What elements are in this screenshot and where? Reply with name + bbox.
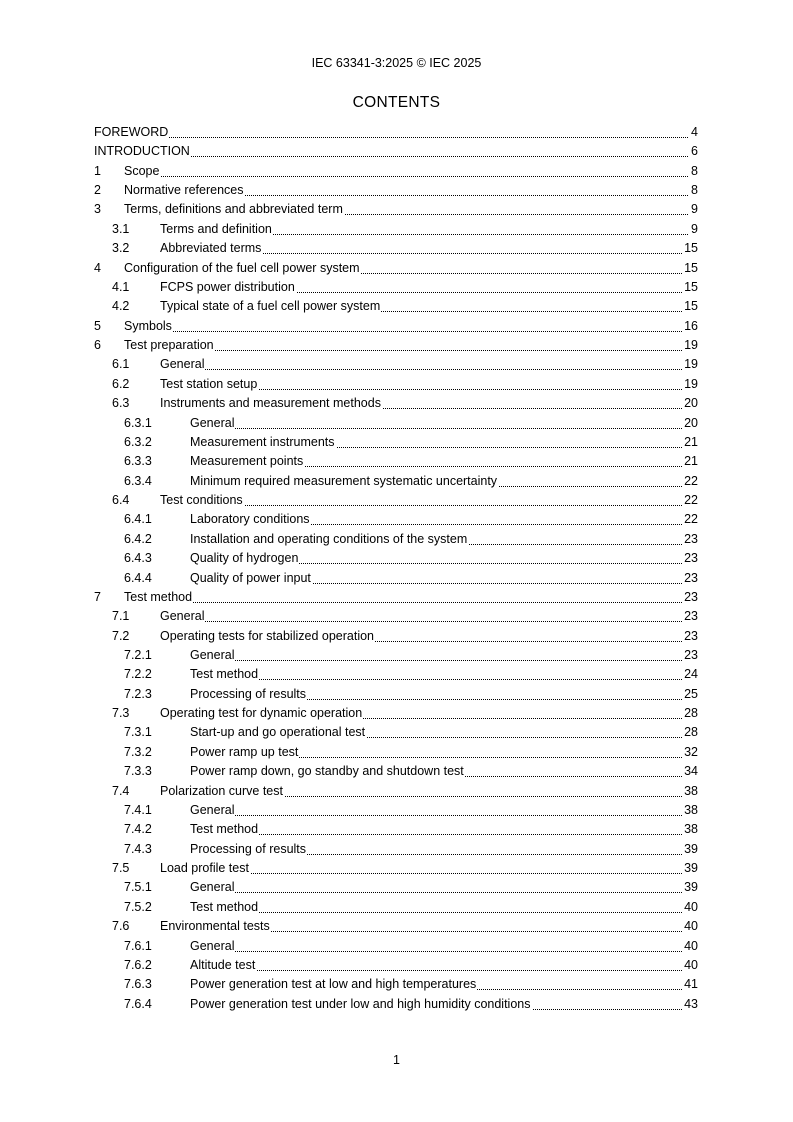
dot-leader — [190, 815, 698, 816]
toc-entry-title: Laboratory conditions — [190, 512, 310, 527]
toc-entry-number: 6 — [94, 338, 101, 353]
toc-entry[interactable] — [94, 532, 698, 548]
toc-entry-page: 9 — [691, 221, 698, 236]
toc-entry-page: 28 — [684, 706, 698, 721]
toc-entry-number: 3.1 — [112, 221, 130, 236]
toc-entry-number: 2 — [94, 183, 101, 198]
toc-entry[interactable] — [94, 571, 698, 587]
toc-entry-title: General — [190, 802, 235, 817]
toc-entry[interactable] — [94, 261, 698, 277]
toc-entry-number: 4 — [94, 260, 101, 275]
toc-entry-title: Power ramp up test — [190, 744, 299, 759]
toc-entry-number: 7 — [94, 589, 101, 604]
toc-entry-title: Quality of power input — [190, 570, 311, 585]
document-header: IEC 63341-3:2025 © IEC 2025 — [311, 56, 482, 70]
toc-entry[interactable] — [94, 435, 698, 451]
dot-leader — [190, 951, 698, 952]
toc-entry[interactable] — [94, 222, 698, 238]
toc-entry[interactable] — [94, 299, 698, 315]
toc-entry-number: 6.4.3 — [124, 551, 152, 566]
dot-leader — [94, 137, 698, 138]
toc-entry-number: 7.2.2 — [124, 667, 152, 682]
toc-entry-title: Processing of results — [190, 841, 307, 856]
toc-entry-number: 6.4.2 — [124, 531, 152, 546]
toc-entry[interactable] — [94, 939, 698, 955]
toc-entry-title: Measurement points — [190, 454, 304, 469]
toc-entry-number: 7.6.3 — [124, 977, 152, 992]
toc-entry-title: Test preparation — [124, 338, 214, 353]
toc-entry[interactable] — [94, 357, 698, 373]
toc-entry-page: 23 — [684, 589, 698, 604]
toc-entry-title: Installation and operating conditions of the system — [190, 531, 468, 546]
page-title: CONTENTS — [352, 94, 441, 111]
toc-entry-page: 19 — [684, 338, 698, 353]
toc-entry-title: Power generation test at low and high temperatures — [190, 977, 477, 992]
dot-leader — [190, 834, 698, 835]
toc-entry-title: Operating tests for stabilized operation — [160, 628, 375, 643]
toc-entry-number: 4.2 — [112, 299, 130, 314]
toc-entry-number: 7.6.1 — [124, 938, 152, 953]
toc-entry-page: 20 — [684, 415, 698, 430]
toc-entry-number: 7.6.2 — [124, 957, 152, 972]
toc-entry-title: General — [160, 357, 205, 372]
toc-entry-number: 7.4 — [112, 783, 130, 798]
toc-entry-page: 8 — [691, 163, 698, 178]
toc-entry-page: 40 — [684, 899, 698, 914]
toc-entry-title: Scope — [124, 163, 160, 178]
toc-entry-title: Altitude test — [190, 957, 256, 972]
toc-entry-number: 7.4.3 — [124, 841, 152, 856]
toc-entry[interactable] — [94, 377, 698, 393]
toc-entry[interactable] — [94, 202, 698, 218]
toc-entry-number: 7.4.1 — [124, 802, 152, 817]
toc-entry-page: 9 — [691, 202, 698, 217]
toc-entry-title: General — [190, 415, 235, 430]
toc-entry[interactable] — [94, 183, 698, 199]
toc-entry[interactable] — [94, 512, 698, 528]
toc-entry-page: 39 — [684, 841, 698, 856]
toc-entry-page: 8 — [691, 183, 698, 198]
toc-entry-title: Terms, definitions and abbreviated term — [124, 202, 343, 217]
dot-leader — [160, 369, 698, 370]
toc-entry-number: 7.2.1 — [124, 647, 152, 662]
dot-leader — [124, 331, 698, 332]
toc-entry-title: Power generation test under low and high humidity conditions — [190, 996, 531, 1011]
toc-entry-title: Power ramp down, go standby and shutdown test — [190, 764, 464, 779]
toc-entry-title: Normative references — [124, 183, 244, 198]
toc-entry[interactable] — [94, 842, 698, 858]
toc-entry-number: 7.3.3 — [124, 764, 152, 779]
toc-entry-page: 24 — [684, 667, 698, 682]
toc-entry-title: Test station setup — [160, 376, 258, 391]
dot-leader — [160, 621, 698, 622]
toc-entry-page: 40 — [684, 919, 698, 934]
toc-entry[interactable] — [94, 609, 698, 625]
toc-entry[interactable] — [94, 454, 698, 470]
toc-entry-title: FOREWORD — [94, 125, 169, 139]
dot-leader — [190, 970, 698, 971]
toc-entry-title: Typical state of a fuel cell power system — [160, 299, 381, 314]
toc-entry-page: 23 — [684, 647, 698, 662]
toc-entry-title: Test method — [190, 667, 259, 682]
toc-entry[interactable] — [94, 493, 698, 509]
toc-entry-title: Quality of hydrogen — [190, 551, 299, 566]
toc-entry-title: INTRODUCTION — [94, 144, 190, 159]
toc-entry[interactable] — [94, 144, 698, 160]
toc-entry-number: 6.3.1 — [124, 415, 152, 430]
toc-entry-number: 6.3.3 — [124, 454, 152, 469]
toc-entry[interactable] — [94, 822, 698, 838]
toc-entry-title: Operating test for dynamic operation — [160, 706, 363, 721]
toc-entry-page: 15 — [684, 279, 698, 294]
toc-entry[interactable] — [94, 164, 698, 180]
toc-entry-page: 40 — [684, 938, 698, 953]
toc-entry[interactable] — [94, 784, 698, 800]
toc-entry-page: 23 — [684, 628, 698, 643]
toc-entry[interactable] — [94, 648, 698, 664]
toc-entry-title: Test method — [190, 899, 259, 914]
toc-entry-number: 4.1 — [112, 279, 130, 294]
toc-entry[interactable] — [94, 803, 698, 819]
toc-entry-number: 7.3.2 — [124, 744, 152, 759]
toc-entry-page: 28 — [684, 725, 698, 740]
toc-entry-page: 23 — [684, 531, 698, 546]
toc-entry-title: Measurement instruments — [190, 434, 335, 449]
dot-leader — [124, 176, 698, 177]
toc-entry-number: 7.4.2 — [124, 822, 152, 837]
toc-entry-page: 32 — [684, 744, 698, 759]
toc-entry-number: 7.2.3 — [124, 686, 152, 701]
toc-entry-page: 25 — [684, 686, 698, 701]
toc-entry[interactable] — [94, 629, 698, 645]
toc-entry-title: Test method — [190, 822, 259, 837]
toc-entry-title: FCPS power distribution — [160, 279, 295, 294]
toc-entry-number: 7.5.2 — [124, 899, 152, 914]
toc-entry-number: 6.4.1 — [124, 512, 152, 527]
toc-entry-page: 22 — [684, 512, 698, 527]
toc-entry[interactable] — [94, 861, 698, 877]
toc-entry[interactable] — [94, 396, 698, 412]
page-number: 1 — [393, 1053, 400, 1067]
toc-entry[interactable] — [94, 590, 698, 606]
toc-entry-page: 21 — [684, 434, 698, 449]
toc-entry-number: 6.3.2 — [124, 434, 152, 449]
dot-leader — [124, 602, 698, 603]
toc-entry-title: Test method — [124, 589, 193, 604]
toc-entry-title: Minimum required measurement systematic uncertainty — [190, 473, 498, 488]
toc-entry-page: 39 — [684, 861, 698, 876]
toc-entry[interactable] — [94, 745, 698, 761]
toc-entry-title: General — [190, 647, 235, 662]
toc-entry-page: 23 — [684, 570, 698, 585]
toc-entry[interactable] — [94, 764, 698, 780]
toc-entry[interactable] — [94, 338, 698, 354]
toc-entry-page: 20 — [684, 396, 698, 411]
dot-leader — [190, 679, 698, 680]
toc-entry-number: 7.3 — [112, 706, 130, 721]
toc-entry[interactable] — [94, 977, 698, 993]
toc-entry-page: 22 — [684, 473, 698, 488]
toc-entry-number: 6.3.4 — [124, 473, 152, 488]
toc-entry-page: 34 — [684, 764, 698, 779]
toc-entry[interactable] — [94, 687, 698, 703]
toc-entry-number: 6.3 — [112, 396, 130, 411]
toc-entry-number: 6.2 — [112, 376, 130, 391]
dot-leader — [190, 660, 698, 661]
toc-entry-page: 23 — [684, 551, 698, 566]
toc-entry-number: 7.5.1 — [124, 880, 152, 895]
toc-entry-page: 15 — [684, 299, 698, 314]
toc-entry-number: 3 — [94, 202, 101, 217]
toc-entry[interactable] — [94, 551, 698, 567]
toc-entry-title: Load profile test — [160, 861, 249, 876]
toc-entry[interactable] — [94, 416, 698, 432]
toc-entry-page: 38 — [684, 802, 698, 817]
toc-entry[interactable] — [94, 280, 698, 296]
toc-entry-page: 43 — [684, 996, 698, 1011]
toc-entry-title: Configuration of the fuel cell power system — [124, 260, 360, 275]
toc-entry-number: 6.4 — [112, 493, 130, 508]
toc-entry-number: 3.2 — [112, 241, 130, 256]
toc-entry-page: 38 — [684, 783, 698, 798]
toc-entry-title: General — [190, 938, 235, 953]
toc-entry-number: 6.1 — [112, 357, 130, 372]
toc-entry-title: General — [160, 609, 205, 624]
toc-entry[interactable] — [94, 900, 698, 916]
toc-entry-number: 1 — [94, 163, 101, 178]
toc-entry-number: 7.2 — [112, 628, 130, 643]
toc-entry-title: General — [190, 880, 235, 895]
toc-entry-page: 19 — [684, 357, 698, 372]
toc-entry-page: 40 — [684, 957, 698, 972]
toc-entry-page: 23 — [684, 609, 698, 624]
toc-entry-number: 7.1 — [112, 609, 130, 624]
toc-entry[interactable] — [94, 706, 698, 722]
toc-entry-page: 4 — [691, 125, 698, 139]
toc-entry[interactable] — [94, 241, 698, 257]
toc-entry[interactable] — [94, 725, 698, 741]
toc-entry-page: 15 — [684, 260, 698, 275]
toc-entry-title: Test conditions — [160, 493, 243, 508]
toc-entry-number: 6.4.4 — [124, 570, 152, 585]
toc-entry[interactable] — [94, 919, 698, 935]
dot-leader — [190, 428, 698, 429]
toc-entry[interactable] — [94, 958, 698, 974]
toc-entry-number: 5 — [94, 318, 101, 333]
toc-entry[interactable] — [94, 997, 698, 1013]
toc-entry-title: Terms and definition — [160, 221, 272, 236]
dot-leader — [190, 892, 698, 893]
toc-entry-number: 7.6 — [112, 919, 130, 934]
toc-entry-title: Instruments and measurement methods — [160, 396, 381, 411]
toc-entry[interactable] — [94, 474, 698, 490]
toc-entry-title: Environmental tests — [160, 919, 270, 934]
toc-entry-number: 7.6.4 — [124, 996, 152, 1011]
toc-entry[interactable] — [94, 667, 698, 683]
toc-entry[interactable] — [94, 319, 698, 335]
toc-entry-page: 15 — [684, 241, 698, 256]
toc-entry[interactable] — [94, 880, 698, 896]
toc-entry-title: Abbreviated terms — [160, 241, 262, 256]
toc-entry-page: 16 — [684, 318, 698, 333]
toc-entry-title: Polarization curve test — [160, 783, 283, 798]
toc-entry-number: 7.3.1 — [124, 725, 152, 740]
dot-leader — [190, 912, 698, 913]
toc-entry-page: 6 — [691, 144, 698, 159]
toc-entry-title: Start-up and go operational test — [190, 725, 366, 740]
toc-entry-page: 41 — [684, 977, 698, 992]
toc-entry-title: Symbols — [124, 318, 172, 333]
toc-entry-page: 19 — [684, 376, 698, 391]
toc-entry-title: Processing of results — [190, 686, 307, 701]
toc-entry-page: 39 — [684, 880, 698, 895]
toc-entry[interactable] — [94, 125, 698, 141]
toc-entry-page: 38 — [684, 822, 698, 837]
toc-entry-page: 22 — [684, 493, 698, 508]
toc-entry-number: 7.5 — [112, 861, 130, 876]
toc-entry-page: 21 — [684, 454, 698, 469]
